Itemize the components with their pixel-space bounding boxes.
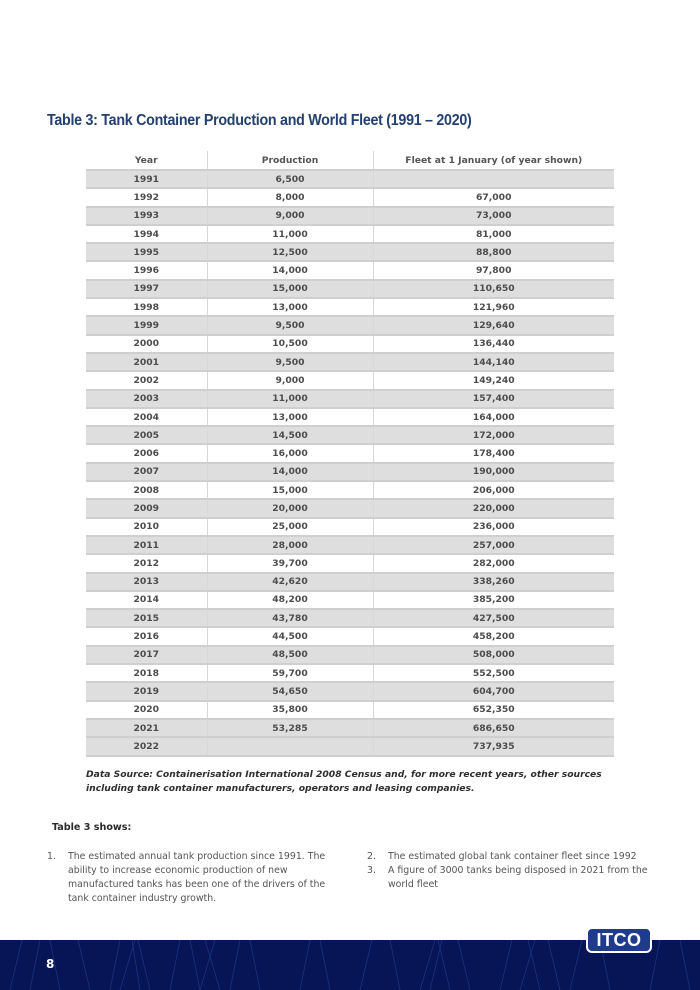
list-item-text: The estimated global tank container fleet since 1992	[388, 851, 637, 862]
cell-production: 53,285	[207, 719, 373, 737]
cell-year: 2000	[86, 335, 207, 353]
cell-year: 2001	[86, 353, 207, 371]
table-row	[86, 664, 614, 682]
table-row	[86, 463, 614, 481]
page-title: Table 3: Tank Container Production and World Fleet (1991 – 2020)	[47, 112, 472, 129]
cell-production: 14,000	[207, 463, 373, 481]
cell-fleet: 88,800	[373, 243, 614, 261]
cell-fleet: 338,260	[373, 573, 614, 591]
cell-fleet: 236,000	[373, 518, 614, 536]
cell-year: 1999	[86, 316, 207, 334]
cell-year: 2009	[86, 499, 207, 517]
cell-fleet: 686,650	[373, 719, 614, 737]
cell-fleet: 157,400	[373, 390, 614, 408]
table-row	[86, 536, 614, 554]
cell-fleet: 67,000	[373, 188, 614, 206]
table-row	[86, 701, 614, 719]
cell-production: 9,000	[207, 371, 373, 389]
table-row	[86, 481, 614, 499]
table-row	[86, 371, 614, 389]
cell-production: 43,780	[207, 609, 373, 627]
table-row	[86, 408, 614, 426]
cell-production: 28,000	[207, 536, 373, 554]
cell-fleet: 121,960	[373, 298, 614, 316]
cell-fleet: 220,000	[373, 499, 614, 517]
cell-production: 8,000	[207, 188, 373, 206]
table-row	[86, 335, 614, 353]
table-row	[86, 353, 614, 371]
cell-fleet: 282,000	[373, 554, 614, 572]
column-header-production: Production	[207, 151, 373, 170]
cell-production: 15,000	[207, 481, 373, 499]
table-row	[86, 554, 614, 572]
cell-year: 2010	[86, 518, 207, 536]
table-row	[86, 225, 614, 243]
cell-fleet: 129,640	[373, 316, 614, 334]
cell-production: 14,500	[207, 426, 373, 444]
table-row	[86, 627, 614, 645]
cell-production: 12,500	[207, 243, 373, 261]
cell-year: 2007	[86, 463, 207, 481]
cell-production: 9,500	[207, 316, 373, 334]
cell-production: 42,620	[207, 573, 373, 591]
table-row	[86, 499, 614, 517]
table-row	[86, 261, 614, 279]
cell-production: 48,200	[207, 591, 373, 609]
list-item	[367, 864, 667, 892]
table-row	[86, 591, 614, 609]
cell-fleet: 458,200	[373, 627, 614, 645]
cell-year: 1996	[86, 261, 207, 279]
cell-fleet: 172,000	[373, 426, 614, 444]
cell-fleet: 427,500	[373, 609, 614, 627]
table-body	[86, 170, 614, 756]
cell-year: 2014	[86, 591, 207, 609]
table-row	[86, 719, 614, 737]
cell-fleet: 604,700	[373, 682, 614, 700]
cell-production: 48,500	[207, 646, 373, 664]
production-fleet-table	[86, 151, 614, 757]
cell-fleet: 206,000	[373, 481, 614, 499]
data-source-note: Data Source: Containerisation International 2008 Census and, for more recent years, other sources including tank container manufacturers, operators and leasing companies.	[86, 769, 602, 794]
cell-year: 2019	[86, 682, 207, 700]
cell-fleet: 81,000	[373, 225, 614, 243]
cell-fleet: 149,240	[373, 371, 614, 389]
cell-fleet: 385,200	[373, 591, 614, 609]
cell-year: 2011	[86, 536, 207, 554]
table-row	[86, 243, 614, 261]
table-row	[86, 426, 614, 444]
cell-production: 35,800	[207, 701, 373, 719]
cell-year: 2022	[86, 737, 207, 755]
table-row	[86, 646, 614, 664]
cell-production: 11,000	[207, 225, 373, 243]
list-item-text: The estimated annual tank production since 1991. The ability to increase economic production of new manufactured tanks has been one of the drivers of the tank container industry growth.	[68, 851, 326, 904]
numbered-list-left	[47, 850, 347, 906]
cell-year: 2013	[86, 573, 207, 591]
cell-production: 25,000	[207, 518, 373, 536]
data-table-container	[86, 151, 614, 757]
itco-logo: ITCO	[586, 927, 652, 953]
cell-production: 16,000	[207, 444, 373, 462]
cell-production: 13,000	[207, 408, 373, 426]
cell-year: 2002	[86, 371, 207, 389]
cell-fleet: 737,935	[373, 737, 614, 755]
cell-fleet: 136,440	[373, 335, 614, 353]
cell-year: 2008	[86, 481, 207, 499]
cell-year: 1998	[86, 298, 207, 316]
cell-fleet: 144,140	[373, 353, 614, 371]
table-row	[86, 573, 614, 591]
table-row	[86, 316, 614, 334]
cell-fleet: 190,000	[373, 463, 614, 481]
cell-fleet: 652,350	[373, 701, 614, 719]
list-item-text: A figure of 3000 tanks being disposed in 2021 from the world fleet	[388, 865, 648, 890]
column-header-fleet: Fleet at 1 January (of year shown)	[373, 151, 614, 170]
cell-production: 59,700	[207, 664, 373, 682]
cell-year: 1992	[86, 188, 207, 206]
table-row	[86, 444, 614, 462]
cell-production: 44,500	[207, 627, 373, 645]
cell-year: 1993	[86, 207, 207, 225]
cell-fleet: 164,000	[373, 408, 614, 426]
table-row	[86, 280, 614, 298]
cell-production: 11,000	[207, 390, 373, 408]
cell-fleet: 97,800	[373, 261, 614, 279]
list-item-number: 2.	[367, 851, 376, 862]
column-header-year: Year	[86, 151, 207, 170]
cell-year: 2017	[86, 646, 207, 664]
cell-fleet: 257,000	[373, 536, 614, 554]
cell-production	[207, 737, 373, 755]
table-row	[86, 518, 614, 536]
cell-fleet	[373, 170, 614, 188]
cell-year: 2020	[86, 701, 207, 719]
cell-production: 39,700	[207, 554, 373, 572]
table-row	[86, 188, 614, 206]
cell-year: 2003	[86, 390, 207, 408]
table-shows-heading: Table 3 shows:	[52, 822, 132, 833]
table-row	[86, 737, 614, 755]
table-row	[86, 682, 614, 700]
cell-production: 13,000	[207, 298, 373, 316]
cell-year: 1994	[86, 225, 207, 243]
cell-year: 2005	[86, 426, 207, 444]
cell-year: 2021	[86, 719, 207, 737]
cell-year: 1995	[86, 243, 207, 261]
cell-year: 2018	[86, 664, 207, 682]
cell-year: 2004	[86, 408, 207, 426]
list-item	[367, 850, 667, 864]
table-row	[86, 609, 614, 627]
cell-fleet: 178,400	[373, 444, 614, 462]
cell-year: 2016	[86, 627, 207, 645]
table-row	[86, 298, 614, 316]
cell-production: 14,000	[207, 261, 373, 279]
cell-year: 1991	[86, 170, 207, 188]
cell-fleet: 110,650	[373, 280, 614, 298]
cell-year: 2012	[86, 554, 207, 572]
table-row	[86, 207, 614, 225]
cell-production: 9,500	[207, 353, 373, 371]
numbered-list-right	[367, 850, 667, 892]
table-row	[86, 390, 614, 408]
cell-production: 6,500	[207, 170, 373, 188]
cell-year: 1997	[86, 280, 207, 298]
cell-production: 9,000	[207, 207, 373, 225]
cell-production: 54,650	[207, 682, 373, 700]
cell-year: 2006	[86, 444, 207, 462]
cell-production: 20,000	[207, 499, 373, 517]
cell-fleet: 73,000	[373, 207, 614, 225]
cell-production: 10,500	[207, 335, 373, 353]
table-row	[86, 170, 614, 188]
list-item-number: 1.	[47, 851, 56, 862]
list-item	[47, 850, 347, 906]
cell-production: 15,000	[207, 280, 373, 298]
list-item-number: 3.	[367, 865, 376, 876]
cell-year: 2015	[86, 609, 207, 627]
cell-fleet: 552,500	[373, 664, 614, 682]
table-header-row	[86, 151, 614, 170]
page-number: 8	[46, 957, 55, 971]
cell-fleet: 508,000	[373, 646, 614, 664]
